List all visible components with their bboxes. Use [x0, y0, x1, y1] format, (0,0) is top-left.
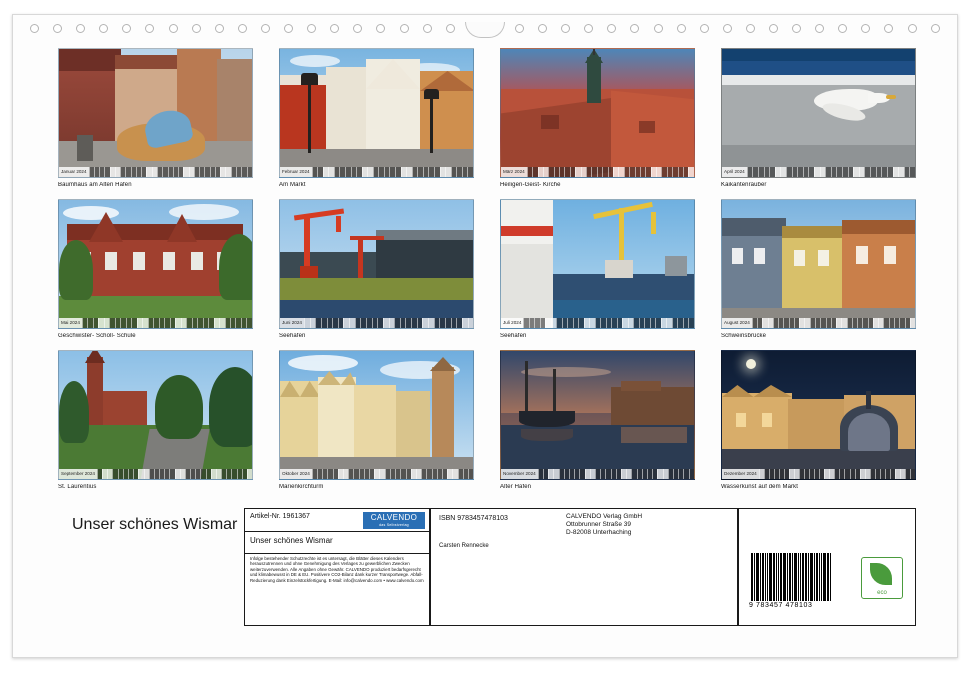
punch-hole — [76, 24, 85, 33]
date-strip — [280, 167, 473, 177]
date-strip-month: Juni 2024 — [280, 318, 304, 328]
photo-caption: Wasserkunst auf dem Markt — [721, 484, 798, 490]
date-strip-days — [312, 167, 473, 177]
photo-cell — [721, 48, 916, 188]
punch-hole — [261, 24, 270, 33]
photo-am-markt — [279, 48, 474, 178]
date-strip-days — [759, 469, 915, 479]
publisher-line: Ottobrunner Straße 39 — [566, 521, 632, 528]
divider — [245, 531, 429, 532]
photo-seehafen-kran — [279, 199, 474, 329]
photo-caption: Schweinsbrücke — [721, 333, 767, 339]
punch-hole — [561, 24, 570, 33]
date-strip — [501, 167, 694, 177]
punch-hole — [307, 24, 316, 33]
photo-caption: Heiligen-Geist- Kirche — [500, 182, 561, 188]
eco-label-text: eco — [877, 590, 887, 596]
punch-hole — [815, 24, 824, 33]
date-strip-month: August 2024 — [722, 318, 752, 328]
date-strip-month: November 2024 — [501, 469, 538, 479]
date-strip-days — [752, 318, 915, 328]
date-strip — [59, 469, 252, 479]
date-strip-month: Januar 2024 — [59, 167, 89, 177]
punch-hole — [353, 24, 362, 33]
date-strip — [501, 318, 694, 328]
date-strip-month: Oktober 2024 — [280, 469, 312, 479]
date-strip — [722, 318, 915, 328]
punch-hole — [145, 24, 154, 33]
date-strip — [59, 318, 252, 328]
photo-kaikantenraeuber — [721, 48, 916, 178]
photo-schweinsbruecke — [721, 199, 916, 329]
punch-hole — [330, 24, 339, 33]
footer-block — [58, 508, 916, 626]
punch-hole — [884, 24, 893, 33]
photo-cell — [58, 199, 253, 339]
calvendo-logo-tagline: das Selbstverlag — [379, 523, 409, 527]
punch-hole — [861, 24, 870, 33]
photo-caption: Alter Hafen — [500, 484, 532, 490]
punch-hole — [584, 24, 593, 33]
punch-hole — [192, 24, 201, 33]
punch-hole — [446, 24, 455, 33]
date-strip — [59, 167, 252, 177]
photo-cell — [500, 48, 695, 188]
punch-hole — [515, 24, 524, 33]
photo-cell — [500, 199, 695, 339]
photo-cell — [279, 350, 474, 490]
barcode-icon — [751, 553, 855, 601]
photo-cell — [279, 199, 474, 339]
punch-hole — [630, 24, 639, 33]
photo-caption: Seehafen — [279, 333, 306, 339]
product-title: Unser schönes Wismar — [250, 536, 333, 545]
punch-hole — [423, 24, 432, 33]
photo-wasserkunst-auf-dem-markt — [721, 350, 916, 480]
punch-hole — [400, 24, 409, 33]
punch-hole — [99, 24, 108, 33]
date-strip-days — [538, 469, 694, 479]
date-strip-days — [527, 167, 694, 177]
punch-hole — [538, 24, 547, 33]
date-strip — [280, 469, 473, 479]
punch-hole — [746, 24, 755, 33]
punch-hole — [238, 24, 247, 33]
hanger-loop-icon — [465, 22, 505, 38]
photo-caption: Am Markt — [279, 182, 306, 188]
punch-hole — [838, 24, 847, 33]
photo-row — [58, 48, 916, 188]
barcode-box — [738, 508, 916, 626]
punch-hole — [723, 24, 732, 33]
punch-hole — [215, 24, 224, 33]
date-strip — [722, 469, 915, 479]
photo-caption: Seehafen — [500, 333, 527, 339]
calvendo-logo — [363, 512, 425, 529]
photo-cell — [58, 48, 253, 188]
date-strip-days — [97, 469, 252, 479]
photo-cell — [721, 350, 916, 490]
photo-geschwister-scholl-schule — [58, 199, 253, 329]
punch-hole — [30, 24, 39, 33]
photo-cell — [500, 350, 695, 490]
author-name: Carsten Rennecke — [439, 543, 489, 549]
article-number: Artikel-Nr. 1961367 — [250, 513, 310, 520]
date-strip-month: Dezember 2024 — [722, 469, 759, 479]
date-strip-days — [312, 469, 473, 479]
date-strip-days — [747, 167, 915, 177]
punch-hole — [284, 24, 293, 33]
wire-binding — [12, 14, 958, 40]
date-strip-month: März 2024 — [501, 167, 527, 177]
punch-hole — [53, 24, 62, 33]
photo-cell — [279, 48, 474, 188]
photo-caption: Kaikantenräuber — [721, 182, 767, 188]
publisher-address — [566, 513, 642, 537]
photo-row — [58, 350, 916, 490]
date-strip-month: Mai 2024 — [59, 318, 82, 328]
punch-hole — [700, 24, 709, 33]
punch-hole — [769, 24, 778, 33]
date-strip-days — [304, 318, 473, 328]
photo-grid — [58, 48, 916, 488]
leaf-icon — [870, 563, 892, 585]
date-strip — [280, 318, 473, 328]
punch-hole — [677, 24, 686, 33]
punch-hole — [654, 24, 663, 33]
photo-st-laurentius — [58, 350, 253, 480]
photo-row — [58, 199, 916, 339]
legal-text: Infolge bestehender Schutzrechte ist es untersagt, die Blätter dieses Kalenders herauszutrennen und ohne Genehmigung des Verlages zu gewerblichen Zwecken weiterzuverwenden. Alle Angaben ohne Gewähr. CALVENDO produziert bedarfsgerecht und klimabewusst in DE & EU. Positivere CO2-Bilanz dank kurzer Transportwege. Abfall-Reduzierung dank Einzelstückfertigung. E-Mail: info@calvendo.com • www.calvendo.com — [250, 556, 424, 583]
date-strip-month: Februar 2024 — [280, 167, 312, 177]
calvendo-logo-name: CALVENDO — [370, 513, 418, 522]
isbn-number: ISBN 9783457478103 — [439, 515, 508, 522]
date-strip-month: Juli 2024 — [501, 318, 523, 328]
date-strip-days — [82, 318, 252, 328]
punch-hole — [122, 24, 131, 33]
photo-seehafen-schiff — [500, 199, 695, 329]
photo-caption: Geschwister- Scholl- Schule — [58, 333, 136, 339]
cover-title: Unser schönes Wismar — [72, 516, 238, 533]
punch-hole — [792, 24, 801, 33]
date-strip — [501, 469, 694, 479]
photo-caption: Marienkirchturm — [279, 484, 324, 490]
punch-hole — [607, 24, 616, 33]
punch-hole — [376, 24, 385, 33]
punch-hole — [169, 24, 178, 33]
photo-caption: St. Laurentius — [58, 484, 97, 490]
date-strip — [722, 167, 915, 177]
isbn-publisher-box — [430, 508, 738, 626]
photo-baumhaus-am-alten-hafen — [58, 48, 253, 178]
eco-label — [861, 557, 903, 599]
photo-marienkirchturm — [279, 350, 474, 480]
date-strip-days — [89, 167, 252, 177]
date-strip-month: April 2024 — [722, 167, 747, 177]
punch-hole — [908, 24, 917, 33]
photo-cell — [58, 350, 253, 490]
punch-hole — [931, 24, 940, 33]
publisher-line: CALVENDO Verlag GmbH — [566, 513, 643, 520]
article-info-box — [244, 508, 430, 626]
photo-heiligen-geist-kirche — [500, 48, 695, 178]
photo-caption: Baumhaus am Alten Hafen — [58, 182, 132, 188]
divider — [245, 553, 429, 554]
date-strip-days — [523, 318, 694, 328]
photo-cell — [721, 199, 916, 339]
date-strip-month: September 2024 — [59, 469, 97, 479]
publisher-line: D-82008 Unterhaching — [566, 529, 632, 536]
barcode-number: 9 783457 478103 — [749, 602, 813, 609]
photo-alter-hafen — [500, 350, 695, 480]
